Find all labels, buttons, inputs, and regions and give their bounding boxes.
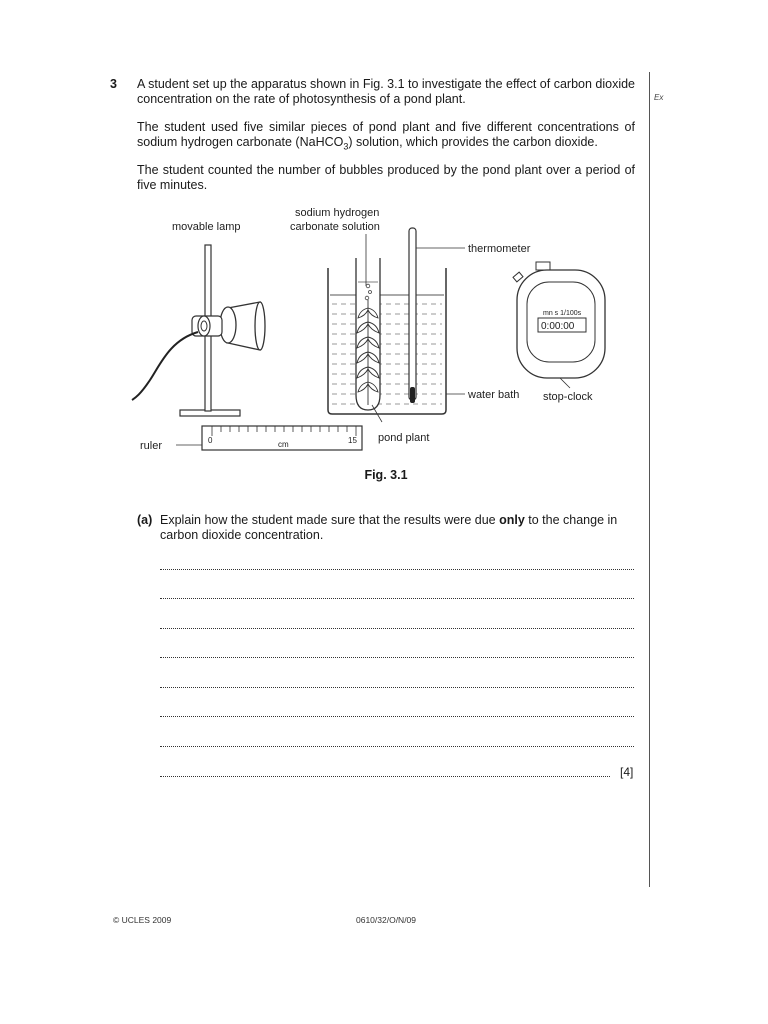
stop-clock-label: stop-clock	[543, 391, 593, 403]
stop-clock	[513, 262, 605, 378]
thermometer	[409, 228, 416, 403]
question-number: 3	[110, 77, 117, 91]
examiner-margin-label: Ex	[654, 93, 664, 102]
lamp-label: movable lamp	[172, 221, 241, 233]
ruler-label: ruler	[140, 440, 163, 452]
answer-line-7[interactable]	[160, 746, 634, 747]
water-lines	[332, 304, 442, 404]
method-paragraph	[137, 120, 635, 155]
apparatus-figure	[120, 200, 640, 460]
apparatus-diagram	[120, 200, 640, 460]
subscript-three: 3	[343, 141, 349, 152]
water-bath-label: water bath	[468, 389, 520, 401]
solution-label-line1: sodium hydrogen	[295, 207, 380, 219]
answer-line-5[interactable]	[160, 687, 634, 688]
part-a-emphasis: only	[499, 513, 525, 527]
method-text-a: The student used five similar pieces of pond plant and five different concentrations of sodium hydrogen carbonate (NaHCO	[137, 120, 635, 149]
answer-line-1[interactable]	[160, 569, 634, 570]
part-a-text-b: to the change in carbon dioxide concentration.	[160, 513, 618, 542]
lamp-cable	[132, 332, 198, 400]
clock-units: mn s 1/100s	[543, 310, 582, 317]
answer-line-3[interactable]	[160, 628, 634, 629]
answer-line-4[interactable]	[160, 657, 634, 658]
ruler	[202, 426, 362, 450]
clock-display: 0:00:00	[541, 321, 575, 332]
paper-code-footer: 0610/32/O/N/09	[356, 915, 417, 925]
copyright-footer: © UCLES 2009	[113, 915, 172, 925]
ruler-end-label: 15	[348, 436, 357, 445]
counting-paragraph: The student counted the number of bubbles produced by the pond plant over a period of five minutes.	[137, 163, 635, 192]
marks-allocation: [4]	[620, 765, 634, 779]
method-text-b: ) solution, which provides the carbon dioxide.	[348, 135, 598, 149]
answer-line-2[interactable]	[160, 598, 634, 599]
solution-label-line2: carbonate solution	[290, 221, 380, 233]
part-a-text-a: Explain how the student made sure that the results were due	[160, 513, 500, 527]
answer-line-8[interactable]	[160, 776, 610, 777]
figure-caption: Fig. 3.1	[364, 468, 408, 482]
part-a-label: (a)	[137, 513, 153, 527]
water-bath	[328, 268, 446, 414]
stop-clock-leader	[560, 378, 570, 388]
thermometer-label: thermometer	[468, 243, 531, 255]
ruler-start-label: 0	[208, 436, 213, 445]
pond-plant-label: pond plant	[378, 432, 430, 444]
answer-line-6[interactable]	[160, 716, 634, 717]
intro-paragraph: A student set up the apparatus shown in Fig. 3.1 to investigate the effect of carbon dioxide concentration on the rate of photosynthesis of a pond plant.	[137, 77, 636, 106]
part-a-question	[160, 513, 620, 543]
lamp	[192, 302, 265, 350]
ruler-unit-label: cm	[278, 440, 289, 449]
